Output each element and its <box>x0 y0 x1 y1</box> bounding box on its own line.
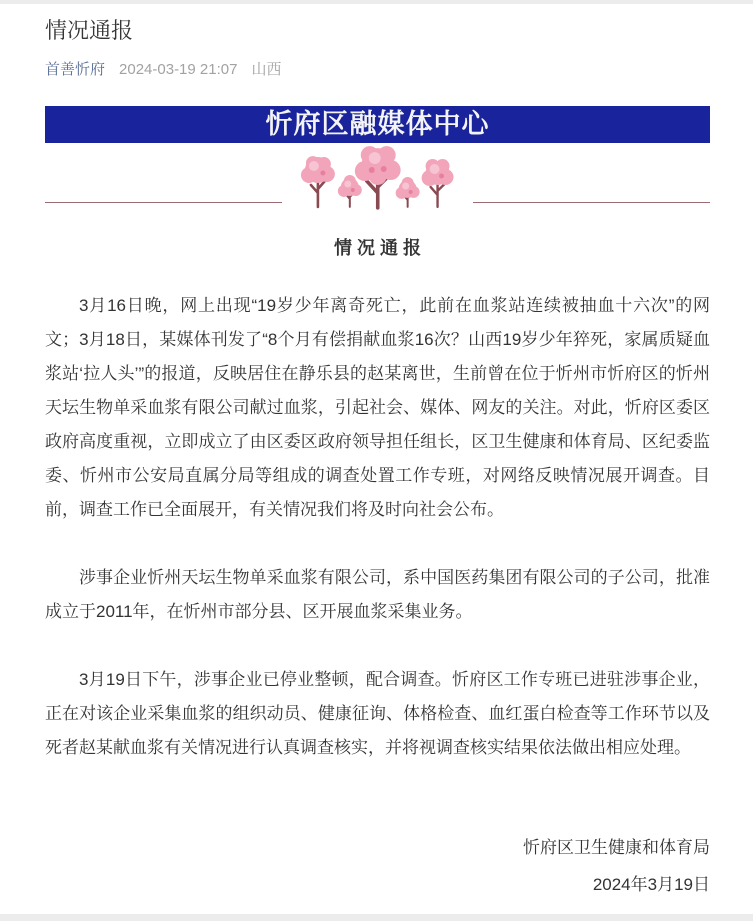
publish-region: 山西 <box>251 61 282 78</box>
notice-body <box>45 289 710 765</box>
notice-paragraph-2: 涉事企业忻州天坛生物单采血浆有限公司，系中国医药集团有限公司的子公司，批准成立于2011年，在忻州市部分县、区开展血浆采集业务。 <box>45 568 710 621</box>
notice-heading: 情 况 通 报 <box>333 238 421 258</box>
page-title: 情况通报 <box>45 18 134 43</box>
window-bottom-edge <box>0 914 753 921</box>
notice-paragraph-3: 3月19日下午，涉事企业已停业整顿，配合调查。忻府区工作专班已进驻涉事企业，正在对该企业采集血浆的组织动员、健康征询、体格检查、血红蛋白检查等工作环节以及死者赵某献血浆有关情况进行认真调查核实，并将视调查核实结果依法做出相应处理。 <box>45 670 710 757</box>
divider-line-right <box>473 202 710 203</box>
signature-date: 2024年3月19日 <box>592 875 710 894</box>
notice-paragraph-1: 3月16日晚，网上出现“19岁少年离奇死亡，此前在血浆站连续被抽血十六次”的网文；3月18日，某媒体刊发了“8个月有偿捐献血浆16次？山西19岁少年猝死，家属质疑血浆站‘拉人头’”的报道，反映居住在静乐县的赵某离世，生前曾在位于忻州市忻府区的忻州天坛生物单采血浆有限公司献过血浆，引起社会、媒体、网友的关注。对此，忻府区委区政府高度重视，立即成立了由区委区政府领导担任组长，区卫生健康和体育局、区纪委监委、忻州市公安局直属分局等组成的调查处置工作专班，对网络反映情况展开调查。目前，调查工作已全面展开，有关情况我们将及时向社会公布。 <box>45 296 710 519</box>
article-page <box>0 4 753 903</box>
signature-block <box>45 829 710 903</box>
article-meta <box>45 60 710 80</box>
media-center-banner <box>45 106 710 143</box>
cherry-blossom-trees-image <box>290 143 464 211</box>
signature-agency: 忻府区卫生健康和体育局 <box>523 838 710 857</box>
media-center-banner-text: 忻府区融媒体中心 <box>265 109 490 139</box>
account-name-link[interactable]: 首善忻府 <box>45 61 106 78</box>
publish-timestamp: 2024-03-19 21:07 <box>119 61 238 78</box>
divider-line-left <box>45 202 282 203</box>
decorative-divider <box>45 143 710 211</box>
